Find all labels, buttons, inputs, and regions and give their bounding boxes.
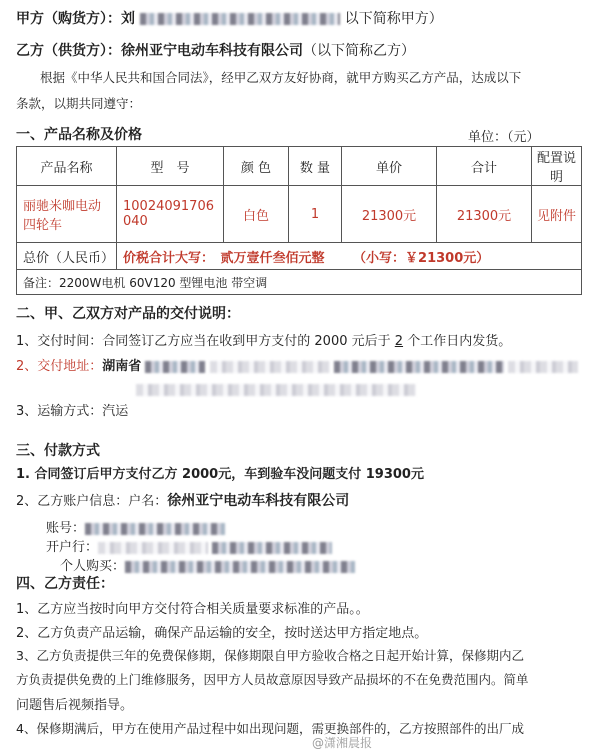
watermark: @潇湘晨报 xyxy=(312,736,373,750)
product-name-2: 四轮车 xyxy=(23,218,63,233)
total-upper: 价税合计大写： 贰万壹仟叁佰元整 xyxy=(123,250,325,266)
product-table xyxy=(16,146,582,295)
account-number-label: 账号： xyxy=(46,521,86,536)
product-name-1: 丽驰米咖电动 xyxy=(23,199,102,214)
personal-label: 个人购买： xyxy=(60,559,126,574)
intro-line-1: 根据《中华人民共和国合同法》，经甲乙双方友好协商，就甲方购买乙方产品，达成以下 xyxy=(40,70,522,85)
party-b-name: 徐州亚宁电动车科技有限公司 xyxy=(121,43,303,59)
party-b-suffix: （以下简称乙方） xyxy=(303,43,415,59)
total-cell: 21300元 xyxy=(437,186,532,243)
redacted-address xyxy=(210,361,330,373)
redacted-address xyxy=(145,361,205,373)
bank-name xyxy=(46,536,332,555)
color-cell: 白色 xyxy=(224,186,289,243)
transport-method: 3、运输方式：汽运 xyxy=(16,404,129,419)
party-a-suffix: 以下简称甲方） xyxy=(344,11,443,27)
bank-label: 开户行： xyxy=(46,540,99,555)
account-info-label: 2、乙方账户信息：户名： xyxy=(16,494,168,509)
personal-account xyxy=(60,555,355,574)
delivery-time-end: 个工作日内发货。 xyxy=(407,334,512,349)
account-name: 徐州亚宁电动车科技有限公司 xyxy=(167,493,350,509)
total-value-cell xyxy=(117,243,582,270)
delivery-address-value: 湖南省 xyxy=(102,359,142,374)
delivery-time-text: 1、交付时间：合同签订乙方应当在收到甲方支付的 2000 元后于 xyxy=(16,334,391,349)
model-2: 040 xyxy=(123,214,148,229)
redacted-bank xyxy=(212,542,332,554)
duty-2: 2、乙方负责产品运输，确保产品运输的安全，按时送达甲方指定地点。 xyxy=(16,626,428,641)
duty-3-line-3: 问题售后视频指导。 xyxy=(16,698,134,713)
section3-title: 三、付款方式 xyxy=(16,443,100,459)
total-row xyxy=(17,243,582,270)
duty-1: 1、乙方应当按时向甲方交付符合相关质量要求标准的产品。。 xyxy=(16,602,369,617)
redacted-bank xyxy=(98,542,208,554)
total-label-cell: 总价（人民币） xyxy=(17,243,117,270)
redaction-line xyxy=(16,382,416,394)
delivery-address xyxy=(16,355,578,374)
party-b-line xyxy=(16,40,415,60)
redacted-address xyxy=(508,361,578,373)
redacted-address xyxy=(136,384,416,396)
col-header: 产品名称 xyxy=(17,147,117,186)
model-cell xyxy=(117,186,224,243)
redacted-personal xyxy=(125,561,355,573)
section2-title: 二、甲、乙双方对产品的交付说明： xyxy=(16,306,240,322)
duty-3-line-1: 3、乙方负责提供三年的免费保修期，保修期限自甲方验收合格之日起开始计算，保修期内乙 xyxy=(16,648,524,663)
duty-3-line-2: 方负责提供免费的上门维修服务，因甲方人员故意原因导致产品损坏的不在免费范围内。简单 xyxy=(16,672,529,687)
product-name-cell xyxy=(17,186,117,243)
col-header: 配置说明 xyxy=(532,147,582,186)
config-cell: 见附件 xyxy=(532,186,582,243)
col-header: 单价 xyxy=(342,147,437,186)
party-a-name: 刘 xyxy=(121,11,135,27)
party-b-label: 乙方（供货方）： xyxy=(16,43,121,59)
qty-cell: 1 xyxy=(289,186,342,243)
delivery-time xyxy=(16,330,511,349)
note-cell: 备注：2200W电机 60V120 型锂电池 带空调 xyxy=(17,270,582,295)
delivery-address-label: 2、交付地址： xyxy=(16,359,103,374)
table-header-row xyxy=(17,147,582,186)
account-number xyxy=(46,517,225,536)
delivery-days: 2 xyxy=(394,334,404,349)
party-a-label: 甲方（购货方）： xyxy=(16,11,121,27)
redacted-account xyxy=(85,523,225,535)
price-cell: 21300元 xyxy=(342,186,437,243)
redacted-name xyxy=(140,13,340,25)
col-header: 颜 色 xyxy=(224,147,289,186)
col-header: 数 量 xyxy=(289,147,342,186)
payment-terms: 1. 合同签订后甲方支付乙方 2000元，车到验车没问题支付 19300元 xyxy=(16,467,424,482)
unit-label: 单位：（元） xyxy=(468,130,540,145)
duty-4: 4、保修期满后，甲方在使用产品过程中如出现问题，需更换部件的，乙方按照部件的出厂成 xyxy=(16,721,524,736)
section4-title: 四、乙方责任： xyxy=(16,576,114,592)
col-header: 合计 xyxy=(437,147,532,186)
col-header: 型 号 xyxy=(117,147,224,186)
party-a-line xyxy=(16,8,443,28)
table-row xyxy=(17,186,582,243)
intro-line-2: 条款，以期共同遵守： xyxy=(16,96,142,111)
note-row xyxy=(17,270,582,295)
account-info xyxy=(16,490,349,510)
section1-title: 一、产品名称及价格 xyxy=(16,127,142,143)
total-lower: （小写：￥21300元） xyxy=(353,250,490,266)
redacted-address xyxy=(334,361,504,373)
model-1: 10024091706 xyxy=(123,199,214,214)
